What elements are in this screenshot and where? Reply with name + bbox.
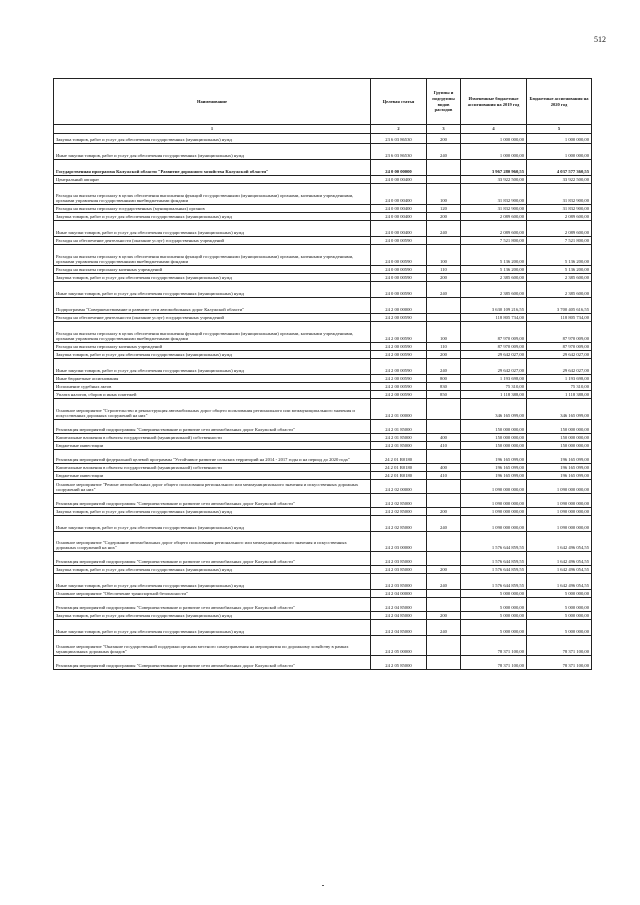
row-group bbox=[427, 420, 461, 434]
row-2020: 29 642 027,00 bbox=[527, 359, 592, 375]
table-row bbox=[54, 383, 592, 391]
row-2019: 1 000 000,00 bbox=[461, 144, 527, 160]
table-row bbox=[54, 266, 592, 274]
row-name: Иные закупки товаров, работ и услуг для обеспечения государственных (муниципальных) нужд bbox=[54, 144, 371, 160]
row-name: Бюджетные инвестиции bbox=[54, 442, 371, 450]
row-2019: 5 136 200,00 bbox=[461, 245, 527, 266]
row-2020: 2 385 600,00 bbox=[527, 274, 592, 282]
table-row bbox=[54, 245, 592, 266]
table-row bbox=[54, 343, 592, 351]
row-2019: 31 832 900,00 bbox=[461, 184, 527, 205]
row-name: Подпрограмма "Совершенствование и развитие сети автомобильных дорог Калужской области" bbox=[54, 298, 371, 314]
row-name: Реализация мероприятий подпрограммы "Совершенствование и развитие сети автомобильных дорог Калужской области" bbox=[54, 656, 371, 670]
row-2019: 1 090 000 000,00 bbox=[461, 494, 527, 508]
row-2020: 3 700 405 616,55 bbox=[527, 298, 592, 314]
table-row bbox=[54, 237, 592, 245]
row-2019: 196 165 099,00 bbox=[461, 472, 527, 480]
row-code: 24 0 00 00400 bbox=[371, 176, 427, 184]
row-code: 24 2 05 00000 bbox=[371, 636, 427, 656]
row-group: 800 bbox=[427, 375, 461, 383]
row-2020: 1 193 698,00 bbox=[527, 375, 592, 383]
table-row bbox=[54, 566, 592, 574]
row-2019: 1 118 388,00 bbox=[461, 391, 527, 399]
row-group bbox=[427, 480, 461, 494]
row-group: 240 bbox=[427, 144, 461, 160]
row-code: 24 0 00 00400 bbox=[371, 213, 427, 221]
row-name: Государственная программа Калужской области "Развитие дорожного хозяйства Калужской области" bbox=[54, 160, 371, 176]
row-code: 24 2 03 85000 bbox=[371, 566, 427, 574]
row-name: Исполнение судебных актов bbox=[54, 383, 371, 391]
row-2020: 31 832 900,00 bbox=[527, 205, 592, 213]
row-code: 24 2 00 00590 bbox=[371, 351, 427, 359]
row-name: Основное мероприятие "Строительство и реконструкция автомобильных дорог общего пользования регионального или межмуниципального значения и искусственных дорожных сооружений на них" bbox=[54, 399, 371, 420]
row-2019: 3 967 280 960,55 bbox=[461, 160, 527, 176]
row-group: 400 bbox=[427, 434, 461, 442]
row-code: 24 2 01 85000 bbox=[371, 420, 427, 434]
row-group: 110 bbox=[427, 266, 461, 274]
row-code: 24 2 03 85000 bbox=[371, 552, 427, 566]
table-body bbox=[54, 134, 592, 670]
table-row bbox=[54, 420, 592, 434]
row-2019: 1 000 000,00 bbox=[461, 134, 527, 144]
row-2019: 2 089 600,00 bbox=[461, 213, 527, 221]
column-number: 2 bbox=[371, 125, 427, 134]
row-name: Расходы на выплаты персоналу в целях обеспечения выполнения функций государственными (муниципальными) органами, казенными учреждениями, органами управления государственными внебюджетными фондами bbox=[54, 245, 371, 266]
row-code: 23 6 03 86530 bbox=[371, 134, 427, 144]
table-row bbox=[54, 636, 592, 656]
row-group: 410 bbox=[427, 472, 461, 480]
row-2019: 5 000 000,00 bbox=[461, 612, 527, 620]
row-2019: 346 165 099,00 bbox=[461, 399, 527, 420]
row-2020: 1 642 496 054,55 bbox=[527, 532, 592, 552]
row-group bbox=[427, 399, 461, 420]
row-name: Иные закупки товаров, работ и услуг для обеспечения государственных (муниципальных) нужд bbox=[54, 221, 371, 237]
table-row bbox=[54, 144, 592, 160]
row-2020: 5 136 200,00 bbox=[527, 245, 592, 266]
row-code: 24 2 00 00590 bbox=[371, 375, 427, 383]
table-row bbox=[54, 298, 592, 314]
row-code: 24 0 00 00400 bbox=[371, 205, 427, 213]
row-2020: 1 090 000 000,00 bbox=[527, 516, 592, 532]
row-2020: 196 165 099,00 bbox=[527, 450, 592, 464]
row-group: 100 bbox=[427, 245, 461, 266]
row-name: Закупка товаров, работ и услуг для обеспечения государственных (муниципальных) нужд bbox=[54, 566, 371, 574]
row-group: 200 bbox=[427, 351, 461, 359]
row-2020: 33 922 500,00 bbox=[527, 176, 592, 184]
row-2019: 150 000 000,00 bbox=[461, 434, 527, 442]
table-row bbox=[54, 359, 592, 375]
row-2019: 2 385 600,00 bbox=[461, 282, 527, 298]
row-2020: 2 089 600,00 bbox=[527, 213, 592, 221]
row-name: Расходы на выплаты персоналу государственных (муниципальных) органов bbox=[54, 205, 371, 213]
row-code: 24 0 00 00590 bbox=[371, 245, 427, 266]
row-name: Иные закупки товаров, работ и услуг для обеспечения государственных (муниципальных) нужд bbox=[54, 516, 371, 532]
table-row bbox=[54, 656, 592, 670]
row-2019: 118 805 734,00 bbox=[461, 314, 527, 322]
row-group bbox=[427, 494, 461, 508]
row-code: 24 0 00 00590 bbox=[371, 237, 427, 245]
table-row bbox=[54, 552, 592, 566]
table-row bbox=[54, 612, 592, 620]
row-2020: 1 090 000 000,00 bbox=[527, 508, 592, 516]
row-code: 24 0 00 00590 bbox=[371, 266, 427, 274]
row-2019: 150 000 000,00 bbox=[461, 420, 527, 434]
row-2019: 1 576 644 859,55 bbox=[461, 566, 527, 574]
row-2020: 1 118 388,00 bbox=[527, 391, 592, 399]
row-2019: 1 576 644 859,55 bbox=[461, 532, 527, 552]
row-2020: 1 000 000,00 bbox=[527, 144, 592, 160]
table-row bbox=[54, 351, 592, 359]
row-2019: 5 000 000,00 bbox=[461, 620, 527, 636]
row-code: 24 2 00 00590 bbox=[371, 314, 427, 322]
row-code: 24 2 04 85000 bbox=[371, 612, 427, 620]
row-group: 240 bbox=[427, 282, 461, 298]
row-name: Закупка товаров, работ и услуг для обеспечения государственных (муниципальных) нужд bbox=[54, 351, 371, 359]
row-name: Закупка товаров, работ и услуг для обеспечения государственных (муниципальных) нужд bbox=[54, 134, 371, 144]
row-2019: 150 000 000,00 bbox=[461, 442, 527, 450]
table-row bbox=[54, 314, 592, 322]
table-row bbox=[54, 590, 592, 598]
table-row bbox=[54, 434, 592, 442]
table-row bbox=[54, 516, 592, 532]
row-code: 24 2 00 00590 bbox=[371, 383, 427, 391]
table-row bbox=[54, 282, 592, 298]
row-name: Закупка товаров, работ и услуг для обеспечения государственных (муниципальных) нужд bbox=[54, 508, 371, 516]
row-2020: 5 000 000,00 bbox=[527, 620, 592, 636]
row-name: Капитальные вложения в объекты государственной (муниципальной) собственности bbox=[54, 464, 371, 472]
row-group bbox=[427, 237, 461, 245]
row-group: 200 bbox=[427, 274, 461, 282]
row-2019: 29 642 027,00 bbox=[461, 351, 527, 359]
row-code: 24 2 01 R0180 bbox=[371, 450, 427, 464]
column-number-row bbox=[54, 125, 592, 134]
row-name: Закупка товаров, работ и услуг для обеспечения государственных (муниципальных) нужд bbox=[54, 213, 371, 221]
row-2019: 1 193 698,00 bbox=[461, 375, 527, 383]
table-row bbox=[54, 620, 592, 636]
row-2019: 78 371 100,00 bbox=[461, 636, 527, 656]
row-2019: 29 642 027,00 bbox=[461, 359, 527, 375]
row-name: Расходы на выплаты персоналу казенных учреждений bbox=[54, 266, 371, 274]
row-2019: 3 630 109 216,55 bbox=[461, 298, 527, 314]
budget-table bbox=[53, 78, 592, 670]
row-2020: 5 000 000,00 bbox=[527, 590, 592, 598]
row-group: 830 bbox=[427, 383, 461, 391]
row-group: 200 bbox=[427, 566, 461, 574]
row-group: 200 bbox=[427, 612, 461, 620]
row-group: 120 bbox=[427, 205, 461, 213]
row-2019: 1 576 644 859,55 bbox=[461, 552, 527, 566]
row-2020: 87 970 009,00 bbox=[527, 343, 592, 351]
row-code: 24 2 01 85000 bbox=[371, 434, 427, 442]
row-2019: 1 090 000 000,00 bbox=[461, 516, 527, 532]
row-code: 24 2 02 00000 bbox=[371, 480, 427, 494]
row-name: Основное мероприятие "Ремонт автомобильных дорог общего пользования регионального или межмуниципального значения и искусственных дорожных сооружений на них" bbox=[54, 480, 371, 494]
table-row bbox=[54, 213, 592, 221]
row-name: Бюджетные инвестиции bbox=[54, 472, 371, 480]
row-2020: 1 090 000 000,00 bbox=[527, 480, 592, 494]
row-group: 240 bbox=[427, 516, 461, 532]
row-name: Реализация мероприятий подпрограммы "Совершенствование и развитие сети автомобильных дорог Калужской области" bbox=[54, 598, 371, 612]
row-name: Реализация мероприятий федеральной целевой программы "Устойчивое развитие сельских территорий на 2014 - 2017 годы и на период до 2020 года" bbox=[54, 450, 371, 464]
row-group: 200 bbox=[427, 213, 461, 221]
scan-dot bbox=[322, 885, 324, 886]
row-2019: 5 000 000,00 bbox=[461, 590, 527, 598]
row-2019: 196 165 099,00 bbox=[461, 464, 527, 472]
row-code: 24 0 00 00000 bbox=[371, 160, 427, 176]
row-group: 410 bbox=[427, 442, 461, 450]
header-group: Группы и подгруппы видов расходов bbox=[427, 79, 461, 125]
row-2020: 5 000 000,00 bbox=[527, 598, 592, 612]
row-2019: 87 970 009,00 bbox=[461, 322, 527, 343]
row-name: Закупка товаров, работ и услуг для обеспечения государственных (муниципальных) нужд bbox=[54, 612, 371, 620]
header-name: Наименование bbox=[54, 79, 371, 125]
table-row bbox=[54, 508, 592, 516]
row-code: 24 2 01 00000 bbox=[371, 399, 427, 420]
row-2020: 150 000 000,00 bbox=[527, 434, 592, 442]
row-code: 24 2 00 00590 bbox=[371, 343, 427, 351]
row-2019: 31 832 900,00 bbox=[461, 205, 527, 213]
row-name: Расходы на выплаты персоналу в целях обеспечения выполнения функций государственными (муниципальными) органами, казенными учреждениями, органами управления государственными внебюджетными фондами bbox=[54, 184, 371, 205]
row-group: 110 bbox=[427, 343, 461, 351]
row-2020: 7 521 800,00 bbox=[527, 237, 592, 245]
row-group: 240 bbox=[427, 620, 461, 636]
row-group: 200 bbox=[427, 508, 461, 516]
table-row bbox=[54, 532, 592, 552]
table-row bbox=[54, 464, 592, 472]
table-row bbox=[54, 160, 592, 176]
row-code: 24 2 02 85000 bbox=[371, 516, 427, 532]
row-name: Уплата налогов, сборов и иных платежей bbox=[54, 391, 371, 399]
row-code: 24 2 01 R0180 bbox=[371, 464, 427, 472]
row-2019: 87 970 009,00 bbox=[461, 343, 527, 351]
row-group bbox=[427, 552, 461, 566]
row-2020: 196 165 099,00 bbox=[527, 472, 592, 480]
row-name: Иные бюджетные ассигнования bbox=[54, 375, 371, 383]
row-group bbox=[427, 656, 461, 670]
header-code: Целевая статья bbox=[371, 79, 427, 125]
row-2020: 31 832 900,00 bbox=[527, 184, 592, 205]
row-group bbox=[427, 598, 461, 612]
row-name: Реализация мероприятий подпрограммы "Совершенствование и развитие сети автомобильных дорог Калужской области" bbox=[54, 420, 371, 434]
row-2019: 2 385 600,00 bbox=[461, 274, 527, 282]
row-name: Закупка товаров, работ и услуг для обеспечения государственных (муниципальных) нужд bbox=[54, 274, 371, 282]
row-2020: 150 000 000,00 bbox=[527, 420, 592, 434]
page-number: 512 bbox=[594, 35, 606, 44]
row-2019: 2 089 600,00 bbox=[461, 221, 527, 237]
table-row bbox=[54, 375, 592, 383]
column-number: 5 bbox=[527, 125, 592, 134]
row-group: 240 bbox=[427, 221, 461, 237]
row-code: 24 2 05 85000 bbox=[371, 656, 427, 670]
row-2020: 5 136 200,00 bbox=[527, 266, 592, 274]
row-code: 24 2 00 00000 bbox=[371, 298, 427, 314]
row-2019: 1 090 000 000,00 bbox=[461, 508, 527, 516]
row-name: Иные закупки товаров, работ и услуг для обеспечения государственных (муниципальных) нужд bbox=[54, 620, 371, 636]
row-2020: 150 000 000,00 bbox=[527, 442, 592, 450]
table-row bbox=[54, 574, 592, 590]
row-2019: 75 310,00 bbox=[461, 383, 527, 391]
row-name: Расходы на обеспечение деятельности (оказание услуг) государственных учреждений bbox=[54, 314, 371, 322]
row-name: Иные закупки товаров, работ и услуг для обеспечения государственных (муниципальных) нужд bbox=[54, 359, 371, 375]
row-group: 100 bbox=[427, 184, 461, 205]
table-row bbox=[54, 450, 592, 464]
row-2019: 1 090 000 000,00 bbox=[461, 480, 527, 494]
row-2020: 5 000 000,00 bbox=[527, 612, 592, 620]
row-code: 24 2 04 85000 bbox=[371, 620, 427, 636]
row-name: Реализация мероприятий подпрограммы "Совершенствование и развитие сети автомобильных дорог Калужской области" bbox=[54, 552, 371, 566]
row-group: 850 bbox=[427, 391, 461, 399]
table-row bbox=[54, 399, 592, 420]
row-2019: 78 371 100,00 bbox=[461, 656, 527, 670]
row-code: 24 2 02 85000 bbox=[371, 508, 427, 516]
row-2020: 2 089 600,00 bbox=[527, 221, 592, 237]
row-name: Основное мероприятие "Обеспечение транспортной безопасности" bbox=[54, 590, 371, 598]
row-code: 24 2 00 00590 bbox=[371, 391, 427, 399]
table-row bbox=[54, 274, 592, 282]
row-2020: 1 000 000,00 bbox=[527, 134, 592, 144]
row-code: 24 0 00 00590 bbox=[371, 274, 427, 282]
row-group bbox=[427, 314, 461, 322]
row-code: 24 2 00 00590 bbox=[371, 322, 427, 343]
row-2019: 33 922 500,00 bbox=[461, 176, 527, 184]
row-2020: 78 371 100,00 bbox=[527, 636, 592, 656]
row-name: Основное мероприятие "Содержание автомобильных дорог общего пользования регионального или межмуниципального значения и искусственных дорожных сооружений на них" bbox=[54, 532, 371, 552]
table-row bbox=[54, 598, 592, 612]
table-row bbox=[54, 480, 592, 494]
table-row bbox=[54, 176, 592, 184]
row-code: 24 0 00 00400 bbox=[371, 221, 427, 237]
column-number: 4 bbox=[461, 125, 527, 134]
table-row bbox=[54, 494, 592, 508]
row-code: 24 2 00 00590 bbox=[371, 359, 427, 375]
row-code: 23 6 03 86530 bbox=[371, 144, 427, 160]
row-name: Расходы на выплаты персоналу казенных учреждений bbox=[54, 343, 371, 351]
row-group bbox=[427, 636, 461, 656]
row-2020: 346 165 099,00 bbox=[527, 399, 592, 420]
row-group bbox=[427, 298, 461, 314]
header-2019: Измененные бюджетные ассигнования на 2019 год bbox=[461, 79, 527, 125]
table-row bbox=[54, 472, 592, 480]
row-name: Реализация мероприятий подпрограммы "Совершенствование и развитие сети автомобильных дорог Калужской области" bbox=[54, 494, 371, 508]
table-row bbox=[54, 442, 592, 450]
row-code: 24 2 02 85000 bbox=[371, 494, 427, 508]
row-2020: 1 642 496 054,55 bbox=[527, 552, 592, 566]
row-name: Основное мероприятие "Оказание государственной поддержки органам местного самоуправления на мероприятия по дорожному хозяйству в рамках муниципальных дорожных фондов" bbox=[54, 636, 371, 656]
row-name: Иные закупки товаров, работ и услуг для обеспечения государственных (муниципальных) нужд bbox=[54, 574, 371, 590]
column-number: 1 bbox=[54, 125, 371, 134]
table-header-row bbox=[54, 79, 592, 125]
row-name: Иные закупки товаров, работ и услуг для обеспечения государственных (муниципальных) нужд bbox=[54, 282, 371, 298]
row-2019: 1 576 644 859,55 bbox=[461, 574, 527, 590]
row-2020: 118 805 734,00 bbox=[527, 314, 592, 322]
row-code: 24 2 01 85000 bbox=[371, 442, 427, 450]
row-code: 24 0 00 00400 bbox=[371, 184, 427, 205]
row-2020: 78 371 100,00 bbox=[527, 656, 592, 670]
row-code: 24 0 00 00590 bbox=[371, 282, 427, 298]
row-code: 24 2 03 00000 bbox=[371, 532, 427, 552]
row-group: 100 bbox=[427, 322, 461, 343]
row-2019: 5 136 200,00 bbox=[461, 266, 527, 274]
row-2020: 1 642 496 054,55 bbox=[527, 566, 592, 574]
table-row bbox=[54, 322, 592, 343]
row-2019: 5 000 000,00 bbox=[461, 598, 527, 612]
row-name: Расходы на обеспечение деятельности (оказание услуг) государственных учреждений bbox=[54, 237, 371, 245]
row-2020: 1 090 000 000,00 bbox=[527, 494, 592, 508]
row-2020: 75 310,00 bbox=[527, 383, 592, 391]
row-group bbox=[427, 532, 461, 552]
row-2019: 7 521 800,00 bbox=[461, 237, 527, 245]
row-2020: 87 970 009,00 bbox=[527, 322, 592, 343]
table-row bbox=[54, 134, 592, 144]
row-code: 24 2 01 R0180 bbox=[371, 472, 427, 480]
table-row bbox=[54, 184, 592, 205]
row-group: 240 bbox=[427, 359, 461, 375]
row-2020: 196 165 099,00 bbox=[527, 464, 592, 472]
row-name: Расходы на выплаты персоналу в целях обеспечения выполнения функций государственными (муниципальными) органами, казенными учреждениями, органами управления государственными внебюджетными фондами bbox=[54, 322, 371, 343]
table-row bbox=[54, 391, 592, 399]
table-row bbox=[54, 221, 592, 237]
row-group: 240 bbox=[427, 574, 461, 590]
row-group bbox=[427, 176, 461, 184]
row-2020: 2 385 600,00 bbox=[527, 282, 592, 298]
row-2020: 29 642 027,00 bbox=[527, 351, 592, 359]
row-2020: 4 037 577 360,55 bbox=[527, 160, 592, 176]
row-group: 200 bbox=[427, 134, 461, 144]
row-group: 400 bbox=[427, 464, 461, 472]
row-group bbox=[427, 450, 461, 464]
header-2020: Бюджетные ассигнования на 2020 год bbox=[527, 79, 592, 125]
row-code: 24 2 03 85000 bbox=[371, 574, 427, 590]
table-row bbox=[54, 205, 592, 213]
row-code: 24 2 04 00000 bbox=[371, 590, 427, 598]
row-2020: 1 642 496 054,55 bbox=[527, 574, 592, 590]
row-2019: 196 165 099,00 bbox=[461, 450, 527, 464]
row-group bbox=[427, 160, 461, 176]
row-code: 24 2 04 85000 bbox=[371, 598, 427, 612]
row-name: Капитальные вложения в объекты государственной (муниципальной) собственности bbox=[54, 434, 371, 442]
row-name: Центральный аппарат bbox=[54, 176, 371, 184]
row-group bbox=[427, 590, 461, 598]
column-number: 3 bbox=[427, 125, 461, 134]
